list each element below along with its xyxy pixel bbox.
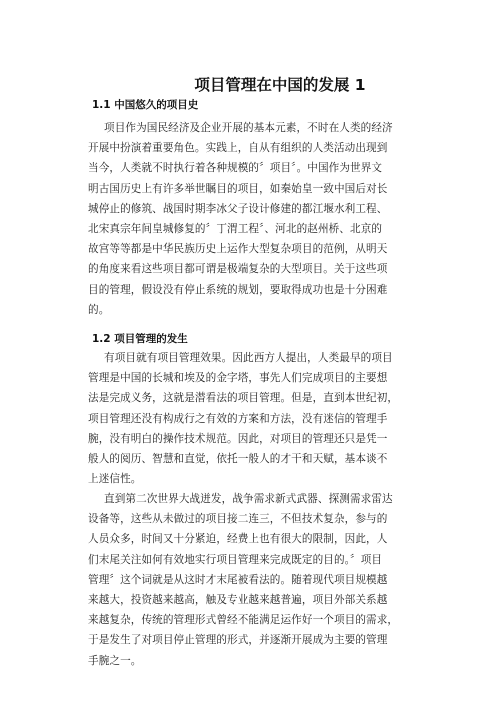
text-line: 来越复杂，传统的管理形式曾经不能满足运作好一个项目的需求， (88, 614, 399, 627)
text-line: 有项目就有项目管理效果。因此西方人提出，人类最早的项目 (104, 352, 393, 364)
text-line: 上迷信性。 (88, 473, 142, 486)
text-line: 管理是中国的长城和埃及的金字塔，事先人们完成项目的主要想 (88, 372, 388, 385)
text-line: 的角度来看这些项目都可谓是极端复杂的大型项目。关于这些项 (88, 263, 388, 276)
text-line: 明古国历史上有许多举世瞩目的项目，如秦始皇一致中国后对长 (88, 182, 388, 195)
text-line: 手腕之一。 (88, 654, 142, 667)
text-line: 管理〞这个词就是从这时才末尾被看法的。随着现代项目规模越 (88, 573, 388, 586)
text-line: 腕，没有明白的操作技术规范。因此，对项目的管理还只是凭一 (88, 432, 388, 445)
text-line: 直到第二次世界大战迸发，战争需求新式武器、探测需求雷达 (104, 493, 393, 505)
text-line: 法是完成义务，这就是潜看法的项目管理。但是，直到本世纪初， (88, 392, 399, 405)
text-line: 北宋真宗年间皇城修复的〞丁渭工程〞、河北的赵州桥、北京的 (88, 222, 383, 235)
text-line: 设备等，这些从未做过的项目接二连三，不但技术复杂，参与的 (88, 513, 388, 526)
text-line: 人员众多，时间又十分紧迫，经费上也有很大的限制，因此，人 (88, 533, 388, 546)
text-line: 们末尾关注如何有效地实行项目管理来完成既定的目的。〞项目 (88, 553, 383, 566)
text-line: 故宫等等都是中华民族历史上运作大型复杂项目的范例，从明天 (88, 243, 388, 256)
text-line: 项目作为国民经济及企业开展的基本元素，不时在人类的经济 (104, 122, 393, 134)
text-line: 当今，人类就不时执行着各种规模的〞项目〞。中国作为世界文 (88, 162, 383, 175)
text-line: 城停止的修筑、战国时期李冰父子设计修建的都江堰水利工程、 (88, 202, 388, 215)
paragraph (88, 118, 424, 320)
document-title: 项目管理在中国的发展 1 (194, 76, 366, 94)
section-heading: 1.2 项目管理的发生 (92, 333, 188, 345)
text-line: 开展中扮演着重要角色。实践上，自从有组织的人类活动出现到 (88, 142, 388, 155)
text-line: 的。 (88, 303, 110, 316)
text-line: 来越大，投资越来越高，触及专业越来越普遍，项目外部关系越 (88, 593, 388, 606)
text-line: 于是发生了对项目停止管理的形式，并逐渐开展成为主要的管理 (88, 634, 388, 647)
paragraph (88, 348, 424, 489)
text-line: 目的管理，假设没有停止系统的规划，要取得成功也是十分困难 (88, 283, 388, 296)
text-line: 项目管理还没有构成行之有效的方案和方法，没有迷信的管理手 (88, 412, 388, 425)
text-line: 般人的阅历、智慧和直觉，依托一般人的才干和天赋，基本谈不 (88, 452, 388, 465)
section-heading: 1.1 中国悠久的项目史 (92, 99, 199, 111)
paragraph (88, 489, 424, 671)
